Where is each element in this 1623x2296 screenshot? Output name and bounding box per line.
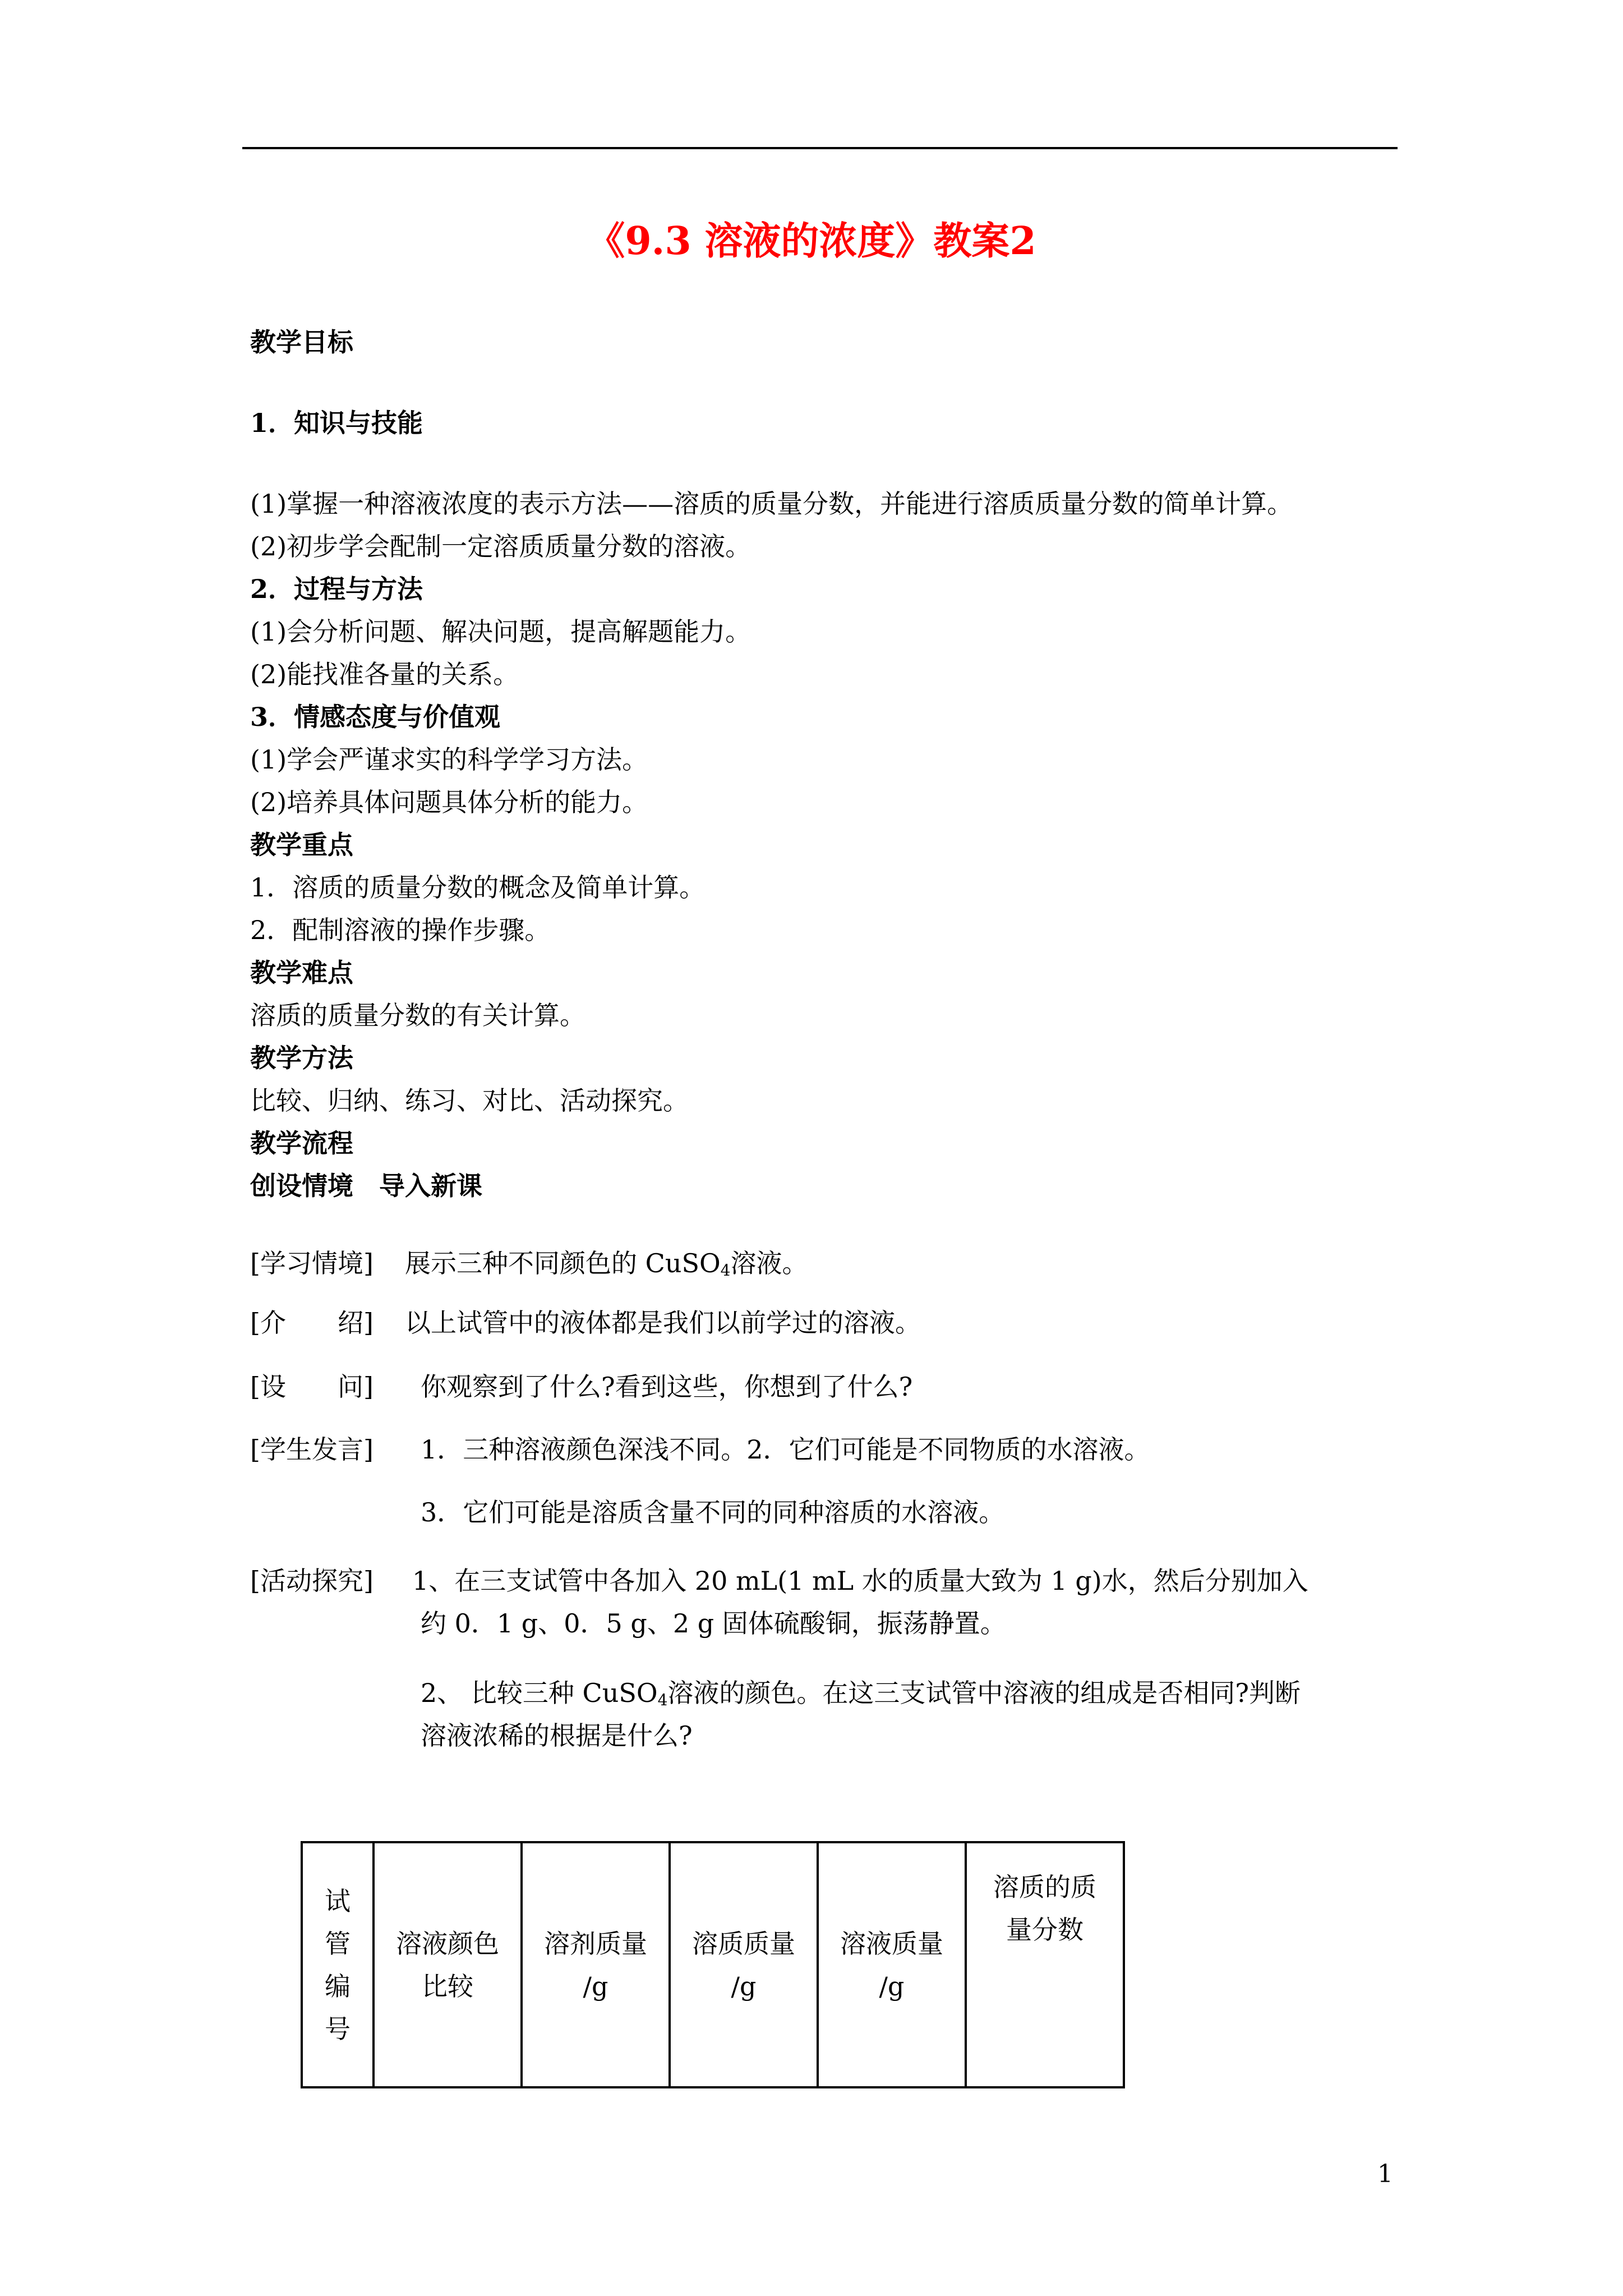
dialog-tag-learning: [学习情境] [250,1248,374,1278]
heading-attitude-values: 3．情感态度与价值观 [250,702,501,732]
method-item: 比较、归纳、练习、对比、活动探究。 [250,1085,689,1116]
dialog-text-student: 1．三种溶液颜色深浅不同。2．它们可能是不同物质的水溶液。 [421,1434,1150,1465]
heading-key-points: 教学重点 [250,830,353,860]
dialog-text-question: 你观察到了什么?看到这些，你想到了什么? [421,1372,913,1402]
heading-difficulties: 教学难点 [250,958,353,988]
dialog-text-student-cont: 3．它们可能是溶质含量不同的同种溶质的水溶液。 [421,1497,1005,1527]
key-point-item: 2．配制溶液的操作步骤。 [250,915,551,945]
dialog-tag-activity: [活动探究] [250,1566,374,1596]
header-rule [242,147,1398,149]
goal-item: (1)会分析问题、解决问题，提高解题能力。 [250,616,751,647]
goal-item: (2)能找准各量的关系。 [250,659,519,689]
dialog-text-activity: 1、在三支试管中各加入 20 mL(1 mL 水的质量大致为 1 g)水，然后分别加入 [412,1566,1308,1596]
dialog-text-activity-cont: 约 0．1 g、0．5 g、2 g 固体硫酸铜，振荡静置。 [421,1608,1006,1639]
difficulty-item: 溶质的质量分数的有关计算。 [250,1000,585,1030]
table-header-cell: 溶剂质量 /g [522,1842,670,2087]
heading-teaching-flow: 教学流程 [250,1128,353,1158]
document-title: 《9.3 溶液的浓度》教案2 [587,219,1036,264]
heading-goals: 教学目标 [250,327,353,357]
dialog-text-intro: 以上试管中的液体都是我们以前学过的溶液。 [405,1308,921,1338]
table-header-cell: 溶质的质 量分数 [966,1842,1124,2087]
experiment-table [301,1841,1125,2088]
table-header-cell: 溶质质量 /g [670,1842,818,2087]
dialog-text-activity-2-cont: 溶液浓稀的根据是什么? [421,1720,693,1751]
heading-knowledge-skills: 1．知识与技能 [250,408,423,438]
page-number: 1 [1377,2160,1393,2188]
goal-item: (2)培养具体问题具体分析的能力。 [250,787,648,817]
goal-item: (1)掌握一种溶液浓度的表示方法——溶质的质量分数，并能进行溶质质量分数的简单计算。 [250,489,1293,519]
dialog-tag-student: [学生发言] [250,1434,374,1465]
heading-introduction: 创设情境 导入新课 [250,1171,482,1201]
table-header-cell: 溶液质量 /g [818,1842,966,2087]
goal-item: (2)初步学会配制一定溶质质量分数的溶液。 [250,531,751,562]
dialog-text-learning: 展示三种不同颜色的 CuSO$_4$溶液。 [405,1248,808,1280]
table-header-cell: 溶液颜色 比较 [374,1842,522,2087]
dialog-tag-question: [设 问] [250,1372,374,1402]
heading-process-method: 2．过程与方法 [250,574,423,604]
heading-methods: 教学方法 [250,1043,353,1073]
dialog-tag-intro: [介 绍] [250,1308,374,1338]
dialog-text-activity-2: 2、 比较三种 CuSO$_4$溶液的颜色。在这三支试管中溶液的组成是否相同?判断 [421,1678,1301,1709]
table-header-cell: 试 管 编 号 [302,1842,374,2087]
key-point-item: 1．溶质的质量分数的概念及简单计算。 [250,872,706,903]
goal-item: (1)学会严谨求实的科学学习方法。 [250,744,648,775]
